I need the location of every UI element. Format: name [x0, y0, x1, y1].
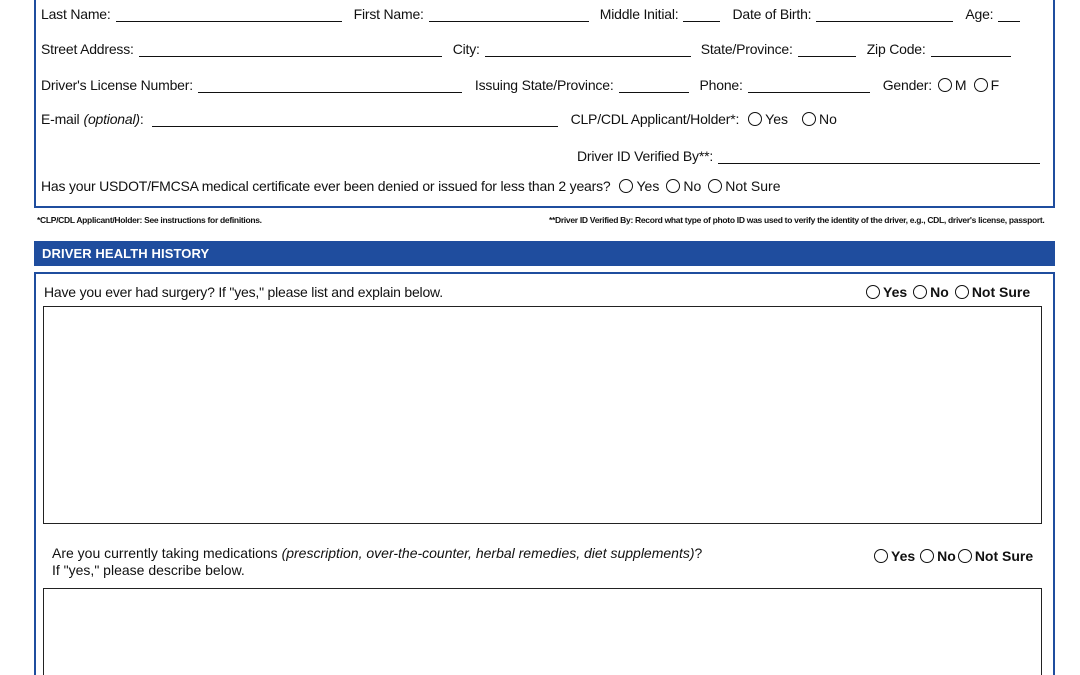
phone-label: Phone:	[699, 77, 743, 93]
medical-notsure-option[interactable]: Not Sure	[708, 178, 780, 194]
radio-icon[interactable]	[619, 179, 633, 193]
zip-field[interactable]	[931, 43, 1011, 57]
issuing-state-field[interactable]	[619, 79, 689, 93]
license-label: Driver's License Number:	[41, 77, 193, 93]
email-field[interactable]	[152, 113, 558, 127]
city-field[interactable]	[485, 43, 691, 57]
surgery-question: Have you ever had surgery? If "yes," please list and explain below.	[44, 284, 443, 300]
first-name-field[interactable]	[429, 8, 589, 22]
driver-info-box	[34, 0, 1055, 208]
phone-field[interactable]	[748, 79, 870, 93]
street-field[interactable]	[139, 43, 442, 57]
email-colon: :	[139, 111, 144, 127]
verified-label: Driver ID Verified By**:	[577, 148, 714, 164]
middle-initial-label: Middle Initial:	[599, 6, 679, 22]
issuing-state-label: Issuing State/Province:	[474, 77, 614, 93]
email-label: E-mail	[41, 111, 80, 127]
dob-label: Date of Birth:	[732, 6, 812, 22]
age-field[interactable]	[998, 8, 1020, 22]
radio-icon[interactable]	[938, 78, 952, 92]
clp-label: CLP/CDL Applicant/Holder*:	[570, 111, 740, 127]
medications-options	[874, 548, 1033, 564]
radio-icon[interactable]	[955, 285, 969, 299]
radio-icon[interactable]	[708, 179, 722, 193]
row-name	[41, 6, 1020, 22]
medications-yes-option[interactable]: Yes	[874, 548, 915, 564]
radio-icon[interactable]	[913, 285, 927, 299]
medical-no-option[interactable]: No	[666, 178, 701, 194]
row-verified	[577, 148, 1040, 164]
surgery-options	[866, 284, 1030, 300]
license-field[interactable]	[198, 79, 462, 93]
gender-m-option[interactable]: M	[938, 77, 967, 93]
state-field[interactable]	[798, 43, 856, 57]
radio-icon[interactable]	[748, 112, 762, 126]
last-name-label: Last Name:	[41, 6, 111, 22]
surgery-notsure-option[interactable]: Not Sure	[955, 284, 1030, 300]
clp-footnote: *CLP/CDL Applicant/Holder: See instructions for definitions.	[37, 215, 262, 225]
row-email	[41, 111, 837, 127]
state-label: State/Province:	[700, 41, 793, 57]
email-optional-label: (optional)	[83, 111, 140, 127]
city-label: City:	[452, 41, 480, 57]
clp-no-option[interactable]: No	[802, 111, 837, 127]
radio-icon[interactable]	[666, 179, 680, 193]
radio-icon[interactable]	[874, 549, 888, 563]
first-name-label: First Name:	[353, 6, 424, 22]
row-address	[41, 41, 1011, 57]
surgery-textarea[interactable]	[43, 306, 1042, 524]
age-label: Age:	[965, 6, 994, 22]
radio-icon[interactable]	[866, 285, 880, 299]
row-medical-cert	[41, 178, 780, 194]
radio-icon[interactable]	[920, 549, 934, 563]
clp-yes-option[interactable]: Yes	[748, 111, 788, 127]
medications-no-option[interactable]: No	[920, 548, 956, 564]
medications-notsure-option[interactable]: Not Sure	[958, 548, 1033, 564]
surgery-yes-option[interactable]: Yes	[866, 284, 907, 300]
radio-icon[interactable]	[802, 112, 816, 126]
dob-field[interactable]	[816, 8, 953, 22]
medications-question: Are you currently taking medications (prescription, over-the-counter, herbal remedies, diet supplements)? If "yes," please describe below.	[52, 545, 703, 578]
id-footnote: **Driver ID Verified By: Record what type of photo ID was used to verify the identity of the driver, e.g., CDL, driver's license, passport.	[549, 215, 1045, 225]
section-header: DRIVER HEALTH HISTORY	[34, 241, 1055, 266]
gender-label: Gender:	[882, 77, 932, 93]
middle-initial-field[interactable]	[683, 8, 720, 22]
surgery-no-option[interactable]: No	[913, 284, 949, 300]
street-label: Street Address:	[41, 41, 134, 57]
radio-icon[interactable]	[974, 78, 988, 92]
row-license	[41, 77, 999, 93]
verified-field[interactable]	[718, 150, 1040, 164]
medications-textarea[interactable]	[43, 588, 1042, 675]
medical-question: Has your USDOT/FMCSA medical certificate ever been denied or issued for less than 2 years?	[41, 178, 611, 194]
surgery-question-row	[44, 284, 443, 300]
gender-f-option[interactable]: F	[974, 77, 1000, 93]
last-name-field[interactable]	[116, 8, 342, 22]
zip-label: Zip Code:	[866, 41, 926, 57]
medical-yes-option[interactable]: Yes	[619, 178, 659, 194]
radio-icon[interactable]	[958, 549, 972, 563]
